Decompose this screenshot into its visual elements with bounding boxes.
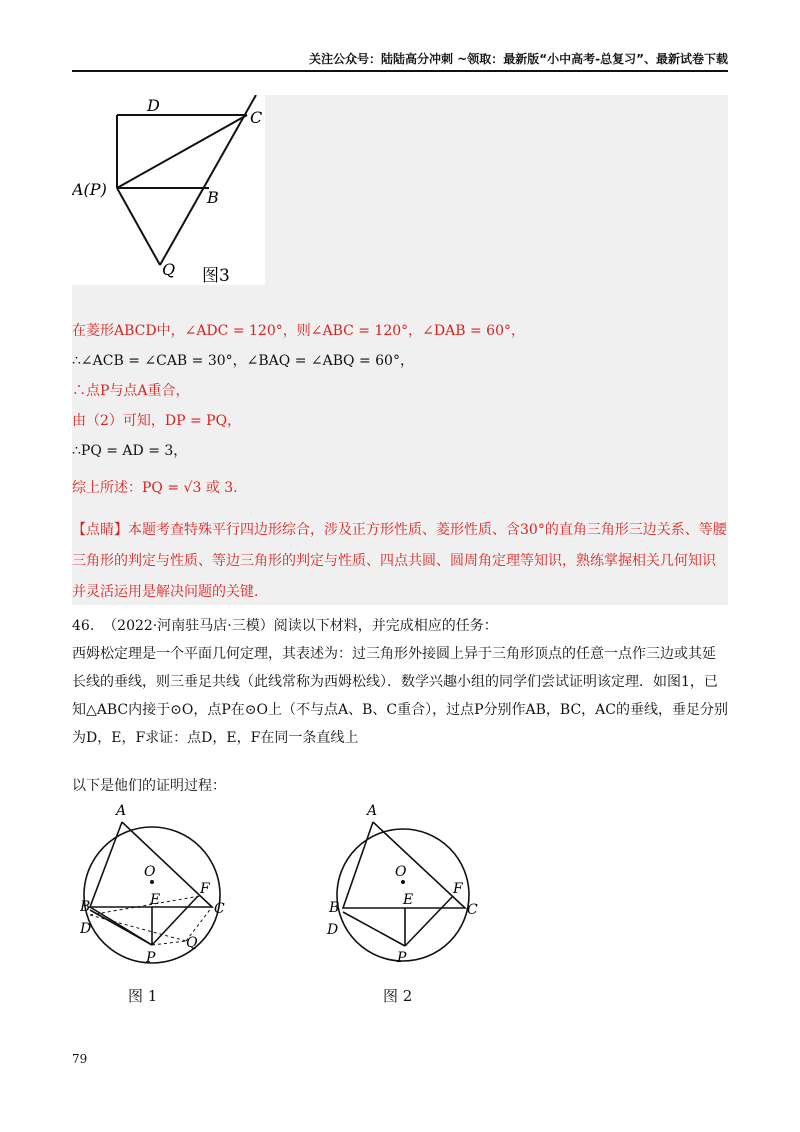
fig3-label-b: B <box>207 188 219 207</box>
fig3-caption: 图3 <box>202 266 230 285</box>
fig3-label-c: C <box>250 108 263 127</box>
fig1-label-e: E <box>150 892 161 908</box>
figure-1-caption: 图 1 <box>128 987 158 1005</box>
fig1-label-q: Q <box>186 935 198 951</box>
fig2-label-f: F <box>453 881 463 897</box>
fig2-label-c: C <box>467 902 478 918</box>
solution-line-6: 综上所述：PQ = √3 或 3. <box>72 480 238 496</box>
fig1-label-c: C <box>214 901 225 917</box>
problem-source: （2022·河南驻马店·三模）阅读以下材料，并完成相应的任务： <box>103 618 498 634</box>
fig1-label-p: P <box>146 950 156 966</box>
fig2-label-a: A <box>367 803 378 819</box>
fig2-label-p: P <box>397 950 407 966</box>
solution-line-5: ∴PQ = AD = 3， <box>72 443 188 459</box>
fig2-label-o: O <box>395 864 407 880</box>
problem-heading <box>72 612 728 640</box>
fig1-label-o: O <box>144 864 156 880</box>
key-point-tag: 【点睛】 <box>72 522 128 538</box>
figure-2 <box>325 800 495 984</box>
header-rule <box>72 70 728 72</box>
figure-1 <box>80 800 250 984</box>
figure-3-diagram <box>72 95 265 285</box>
fig3-label-q: Q <box>162 260 176 279</box>
figure-2-caption: 图 2 <box>383 987 413 1005</box>
fig1-label-a: A <box>116 803 127 819</box>
proof-intro: 以下是他们的证明过程： <box>72 778 226 794</box>
solution-line-1: 在菱形ABCD中，∠ADC = 120°，则∠ABC = 120°，∠DAB = 60°， <box>72 323 525 339</box>
problem-number: 46. <box>72 618 95 634</box>
fig2-label-b: B <box>329 900 340 916</box>
page-number: 79 <box>72 1052 88 1066</box>
figure-1-diagram <box>80 800 250 980</box>
solution-line-2: ∴∠ACB = ∠CAB = 30°，∠BAQ = ∠ABQ = 60°， <box>72 353 414 369</box>
fig1-label-f: F <box>200 881 210 897</box>
fig3-label-d: D <box>147 96 160 115</box>
fig2-label-e: E <box>403 892 414 908</box>
fig1-label-d: D <box>80 921 92 937</box>
figure-3 <box>72 95 265 285</box>
solution-line-4: 由（2）可知，DP = PQ， <box>72 413 242 429</box>
solution-line-3: ∴点P与点A重合， <box>72 383 190 399</box>
figure-2-diagram <box>325 800 495 980</box>
problem-paragraph: 西姆松定理是一个平面几何定理，其表述为：过三角形外接圆上异于三角形顶点的任意一点作三边或其延长线的垂线，则三垂足共线（此线常称为西姆松线）．数学兴趣小组的同学们尝试证明该定理．如图1，已知△ABC内接于⊙O，点P在⊙O上（不与点A、B、C重合），过点P分别作AB，BC，AC的垂线，垂足分别为D，E，F求证：点D，E，F在同一条直线上 <box>72 646 728 746</box>
fig1-label-b: B <box>80 899 91 915</box>
key-point-text: 本题考查特殊平行四边形综合，涉及正方形性质、菱形性质、含30°的直角三角形三边关系、等腰三角形的判定与性质、等边三角形的判定与性质、四点共圆、圆周角定理等知识，熟练掌握相关几何知识并灵活运用是解决问题的关键. <box>72 522 727 600</box>
fig2-label-d: D <box>327 922 339 938</box>
page-header: 关注公众号：陆陆高分冲刺 ~领取：最新版“小中高考-总复习”、最新试卷下载 <box>309 52 728 66</box>
fig3-label-ap: A(P) <box>72 180 107 199</box>
key-point-note <box>72 515 728 608</box>
